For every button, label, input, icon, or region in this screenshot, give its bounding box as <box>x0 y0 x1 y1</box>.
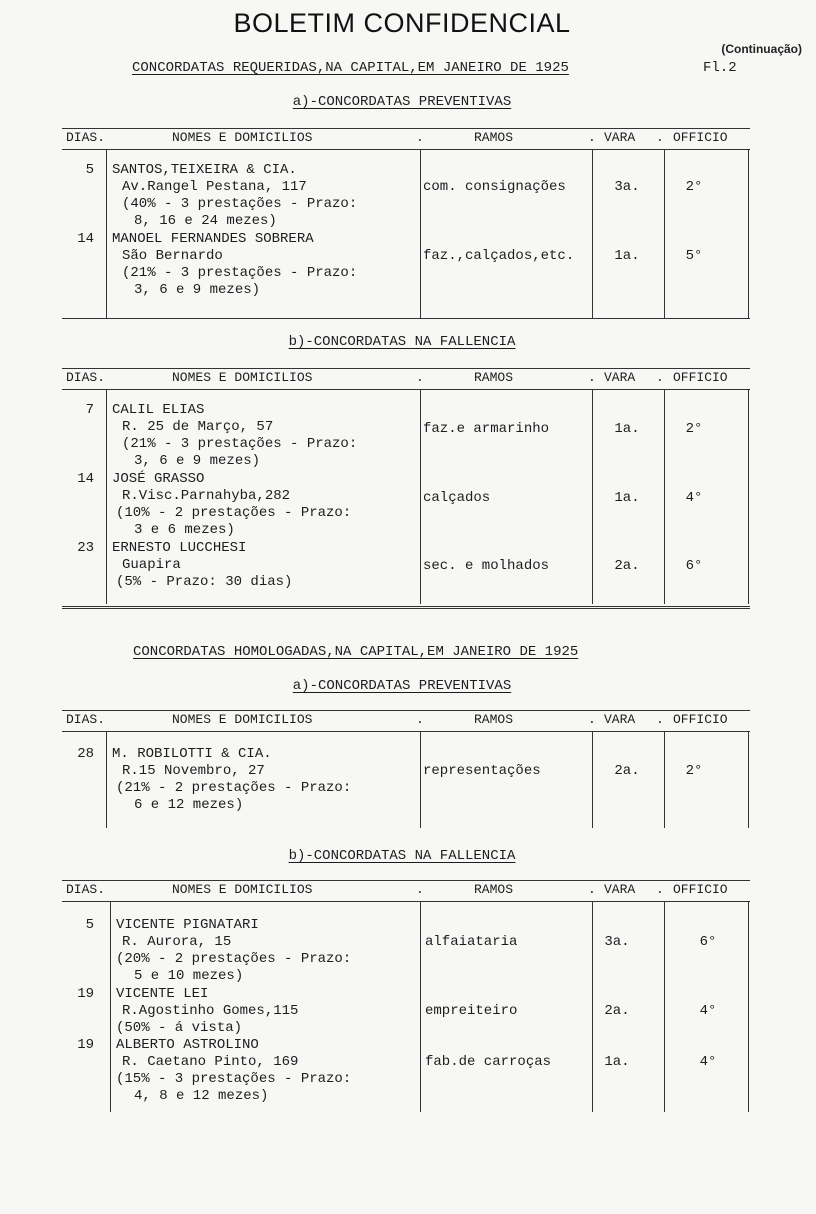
document-title: BOLETIM CONFIDENCIAL <box>233 8 571 38</box>
row-nome: SANTOS,TEIXEIRA & CIA. <box>112 162 297 178</box>
col-divider <box>664 150 665 318</box>
subheading-fallencia-2: b)-CONCORDATAS NA FALLENCIA <box>288 848 516 864</box>
col-header-vara: VARA <box>604 882 636 897</box>
subheading-fallencia-1: b)-CONCORDATAS NA FALLENCIA <box>288 334 516 350</box>
row-officio: 2° <box>685 179 703 195</box>
header-bottom-rule <box>62 901 750 902</box>
row-condicoes: (21% - 3 prestações - Prazo: <box>122 265 358 281</box>
row-prazo: 3, 6 e 9 mezes) <box>134 282 261 298</box>
col-divider <box>664 902 665 1112</box>
col-divider <box>592 150 593 318</box>
col-header-officio: OFFICIO <box>673 130 728 145</box>
col-divider <box>106 732 107 828</box>
row-ramo: fab.de carroças <box>425 1054 552 1070</box>
row-prazo: 3 e 6 mezes) <box>134 522 235 538</box>
col-header-vara: VARA <box>604 130 636 145</box>
row-dia: 14 <box>77 471 94 487</box>
col-divider <box>110 902 111 1112</box>
col-divider <box>748 732 749 828</box>
row-vara: 2a. <box>614 763 640 779</box>
col-separator: . <box>416 712 424 727</box>
col-header-officio: OFFICIO <box>673 712 728 727</box>
row-vara: 3a. <box>604 934 630 950</box>
row-vara: 3a. <box>614 179 640 195</box>
row-endereco: R. Aurora, 15 <box>122 934 232 950</box>
row-endereco: Guapira <box>122 557 181 573</box>
col-header-nomes: NOMES E DOMICILIOS <box>172 882 313 897</box>
table-top-rule <box>62 880 750 881</box>
col-divider <box>664 390 665 604</box>
row-dia: 19 <box>77 986 94 1002</box>
row-endereco: São Bernardo <box>122 248 223 264</box>
row-officio: 4° <box>699 1003 717 1019</box>
row-condicoes: (40% - 3 prestações - Prazo: <box>122 196 358 212</box>
section-heading-requeridas: CONCORDATAS REQUERIDAS,NA CAPITAL,EM JANEIRO DE 1925 <box>132 60 569 76</box>
col-divider <box>106 150 107 318</box>
col-separator: . <box>416 130 424 145</box>
col-header-dias: DIAS. <box>66 130 106 145</box>
row-vara: 2a. <box>604 1003 630 1019</box>
table-top-rule <box>62 368 750 369</box>
continuation-label: (Continuação) <box>721 42 802 56</box>
col-header-ramos: RAMOS <box>474 712 514 727</box>
page-number: Fl.2 <box>703 60 737 76</box>
header-bottom-rule <box>62 149 750 150</box>
row-dia: 7 <box>85 402 94 418</box>
row-endereco: R. 25 de Março, 57 <box>122 419 274 435</box>
row-vara: 1a. <box>614 490 640 506</box>
row-prazo: 6 e 12 mezes) <box>134 797 244 813</box>
row-condicoes: (15% - 3 prestações - Prazo: <box>116 1071 352 1087</box>
row-nome: CALIL ELIAS <box>112 402 205 418</box>
col-separator: . <box>656 712 664 727</box>
col-divider <box>592 732 593 828</box>
row-nome: ERNESTO LUCCHESI <box>112 540 247 556</box>
row-endereco: Av.Rangel Pestana, 117 <box>122 179 307 195</box>
row-dia: 5 <box>85 917 94 933</box>
col-header-dias: DIAS. <box>66 712 106 727</box>
col-header-dias: DIAS. <box>66 370 106 385</box>
col-divider <box>592 390 593 604</box>
row-condicoes: (5% - Prazo: 30 dias) <box>116 574 293 590</box>
row-prazo: 3, 6 e 9 mezes) <box>134 453 261 469</box>
row-nome: ALBERTO ASTROLINO <box>116 1037 259 1053</box>
col-header-dias: DIAS. <box>66 882 106 897</box>
table-bottom-rule <box>62 606 750 609</box>
row-ramo: empreiteiro <box>425 1003 518 1019</box>
col-separator: . <box>588 130 596 145</box>
col-header-vara: VARA <box>604 712 636 727</box>
row-officio: 4° <box>685 490 703 506</box>
col-header-nomes: NOMES E DOMICILIOS <box>172 712 313 727</box>
col-separator: . <box>588 882 596 897</box>
row-ramo: faz.e armarinho <box>423 421 550 437</box>
row-ramo: faz.,calçados,etc. <box>423 248 575 264</box>
row-vara: 1a. <box>614 248 640 264</box>
row-ramo: alfaiataria <box>425 934 518 950</box>
row-endereco: R.15 Novembro, 27 <box>122 763 265 779</box>
col-header-vara: VARA <box>604 370 636 385</box>
row-condicoes: (10% - 2 prestações - Prazo: <box>116 505 352 521</box>
col-separator: . <box>656 370 664 385</box>
col-header-nomes: NOMES E DOMICILIOS <box>172 370 313 385</box>
col-divider <box>420 390 421 604</box>
row-nome: VICENTE LEI <box>116 986 209 1002</box>
col-divider <box>748 390 749 604</box>
row-officio: 2° <box>685 421 703 437</box>
row-nome: JOSÉ GRASSO <box>112 471 205 487</box>
col-header-ramos: RAMOS <box>474 882 514 897</box>
row-condicoes: (20% - 2 prestações - Prazo: <box>116 951 352 967</box>
col-divider <box>748 150 749 318</box>
row-vara: 2a. <box>614 558 640 574</box>
row-vara: 1a. <box>614 421 640 437</box>
row-officio: 4° <box>699 1054 717 1070</box>
row-condicoes: (21% - 3 prestações - Prazo: <box>122 436 358 452</box>
col-divider <box>420 902 421 1112</box>
row-nome: M. ROBILOTTI & CIA. <box>112 746 272 762</box>
col-separator: . <box>656 882 664 897</box>
row-dia: 23 <box>77 540 94 556</box>
subheading-preventivas-1: a)-CONCORDATAS PREVENTIVAS <box>292 94 512 110</box>
row-vara: 1a. <box>604 1054 630 1070</box>
row-ramo: representações <box>423 763 541 779</box>
row-officio: 5° <box>685 248 703 264</box>
row-condicoes: (50% - á vista) <box>116 1020 243 1036</box>
row-nome: VICENTE PIGNATARI <box>116 917 259 933</box>
row-officio: 2° <box>685 763 703 779</box>
col-divider <box>664 732 665 828</box>
row-condicoes: (21% - 2 prestações - Prazo: <box>116 780 352 796</box>
col-separator: . <box>588 370 596 385</box>
col-divider <box>420 732 421 828</box>
col-divider <box>748 902 749 1112</box>
row-prazo: 8, 16 e 24 mezes) <box>134 213 277 229</box>
table-top-rule <box>62 710 750 711</box>
header-bottom-rule <box>62 731 750 732</box>
col-header-officio: OFFICIO <box>673 370 728 385</box>
row-officio: 6° <box>685 558 703 574</box>
table-top-rule <box>62 128 750 129</box>
col-divider <box>106 390 107 604</box>
row-endereco: R.Visc.Parnahyba,282 <box>122 488 291 504</box>
row-dia: 28 <box>77 746 94 762</box>
row-prazo: 5 e 10 mezes) <box>134 968 244 984</box>
col-header-officio: OFFICIO <box>673 882 728 897</box>
col-separator: . <box>416 370 424 385</box>
row-ramo: sec. e molhados <box>423 558 550 574</box>
row-prazo: 4, 8 e 12 mezes) <box>134 1088 269 1104</box>
row-ramo: com. consignações <box>423 179 566 195</box>
row-ramo: calçados <box>423 490 491 506</box>
row-dia: 14 <box>77 231 94 247</box>
col-separator: . <box>416 882 424 897</box>
col-divider <box>420 150 421 318</box>
col-header-ramos: RAMOS <box>474 130 514 145</box>
section-heading-homologadas: CONCORDATAS HOMOLOGADAS,NA CAPITAL,EM JANEIRO DE 1925 <box>133 644 579 660</box>
subheading-preventivas-2: a)-CONCORDATAS PREVENTIVAS <box>292 678 512 694</box>
row-dia: 19 <box>77 1037 94 1053</box>
header-bottom-rule <box>62 389 750 390</box>
table-bottom-rule <box>62 318 750 319</box>
row-endereco: R. Caetano Pinto, 169 <box>122 1054 299 1070</box>
col-header-nomes: NOMES E DOMICILIOS <box>172 130 313 145</box>
row-nome: MANOEL FERNANDES SOBRERA <box>112 231 314 247</box>
row-dia: 5 <box>85 162 94 178</box>
col-separator: . <box>656 130 664 145</box>
row-officio: 6° <box>699 934 717 950</box>
col-separator: . <box>588 712 596 727</box>
row-endereco: R.Agostinho Gomes,115 <box>122 1003 299 1019</box>
col-header-ramos: RAMOS <box>474 370 514 385</box>
